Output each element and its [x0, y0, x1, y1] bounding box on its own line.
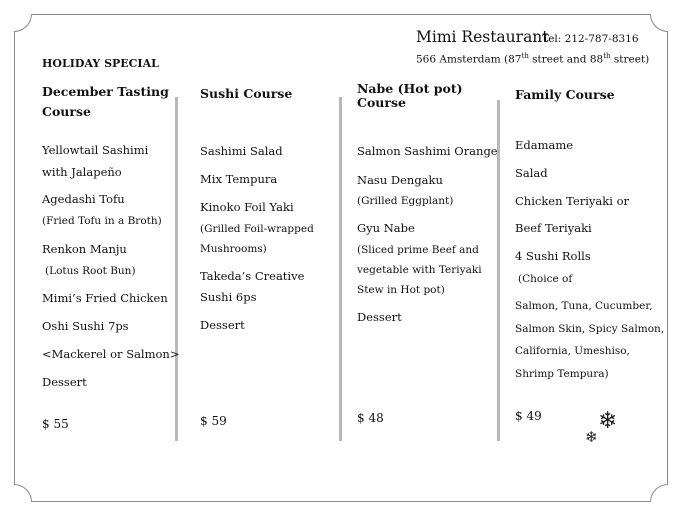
snowflake-icon: ❄: [585, 428, 598, 446]
family-course-title: Family Course: [515, 87, 615, 102]
menu-item-note: (Lotus Root Bun): [45, 265, 136, 277]
menu-item: Salmon Sashimi Orange: [357, 144, 498, 158]
menu-item: 4 Sushi Rolls: [515, 249, 591, 263]
menu-item-note: Salmon Skin, Spicy Salmon,: [515, 323, 665, 335]
menu-item: Renkon Manju: [42, 242, 127, 256]
menu-item: Agedashi Tofu: [42, 192, 125, 206]
menu-item: Sashimi Salad: [200, 144, 283, 158]
menu-item-note: Stew in Hot pot): [357, 284, 445, 296]
nabe-course-title: Nabe (Hot pot) Course: [357, 81, 463, 110]
menu-item: Salad: [515, 166, 548, 180]
menu-item-note: Shrimp Tempura): [515, 368, 609, 380]
menu-item-note: (Grilled Eggplant): [357, 195, 454, 207]
menu-item: <Mackerel or Salmon>: [42, 347, 180, 361]
menu-item-note: (Sliced prime Beef and: [357, 244, 479, 256]
menu-item: Beef Teriyaki: [515, 221, 592, 235]
column-divider: [339, 97, 342, 441]
course-price: $ 49: [515, 409, 542, 423]
menu-item: Nasu Dengaku: [357, 173, 443, 187]
menu-item: Oshi Sushi 7ps: [42, 319, 129, 333]
menu-item-note: (Grilled Foil-wrapped: [200, 223, 314, 235]
menu-item-note: Salmon, Tuna, Cucumber,: [515, 300, 653, 312]
restaurant-name: Mimi Restaurant: [416, 28, 549, 46]
snowflake-icon: ❄: [598, 408, 618, 434]
menu-item-note: California, Umeshiso,: [515, 345, 630, 357]
menu-item: Dessert: [357, 310, 402, 324]
menu-item: Kinoko Foil Yaki: [200, 200, 294, 214]
menu-item: Dessert: [42, 375, 87, 389]
column-divider: [175, 97, 178, 441]
sushi-course-title: Sushi Course: [200, 86, 293, 101]
course-price: $ 48: [357, 411, 384, 425]
menu-item: Sushi 6ps: [200, 290, 257, 304]
menu-item: Takeda’s Creative: [200, 269, 305, 283]
menu-item: Chicken Teriyaki or: [515, 194, 629, 208]
menu-item-note: Mushrooms): [200, 243, 267, 255]
menu-item: Yellowtail Sashimi: [42, 143, 149, 157]
restaurant-phone: Tel: 212-787-8316: [542, 33, 639, 45]
restaurant-address: 566 Amsterdam (87th street and 88th street): [416, 52, 650, 66]
menu-item: Edamame: [515, 138, 574, 152]
holiday-special-label: HOLIDAY SPECIAL: [42, 57, 159, 70]
menu-item-note: (Choice of: [518, 273, 573, 285]
menu-item: with Jalapeño: [42, 165, 122, 179]
course-price: $ 55: [42, 417, 69, 431]
menu-item: Gyu Nabe: [357, 221, 415, 235]
menu-item: Mimi’s Fried Chicken: [42, 291, 168, 305]
course-price: $ 59: [200, 414, 227, 428]
menu-item: Dessert: [200, 318, 245, 332]
december-tasting-course-title: December Tasting Course: [42, 84, 169, 119]
menu-item: Mix Tempura: [200, 172, 278, 186]
menu-item-note: vegetable with Teriyaki: [357, 264, 482, 276]
menu-item-note: (Fried Tofu in a Broth): [42, 215, 162, 227]
